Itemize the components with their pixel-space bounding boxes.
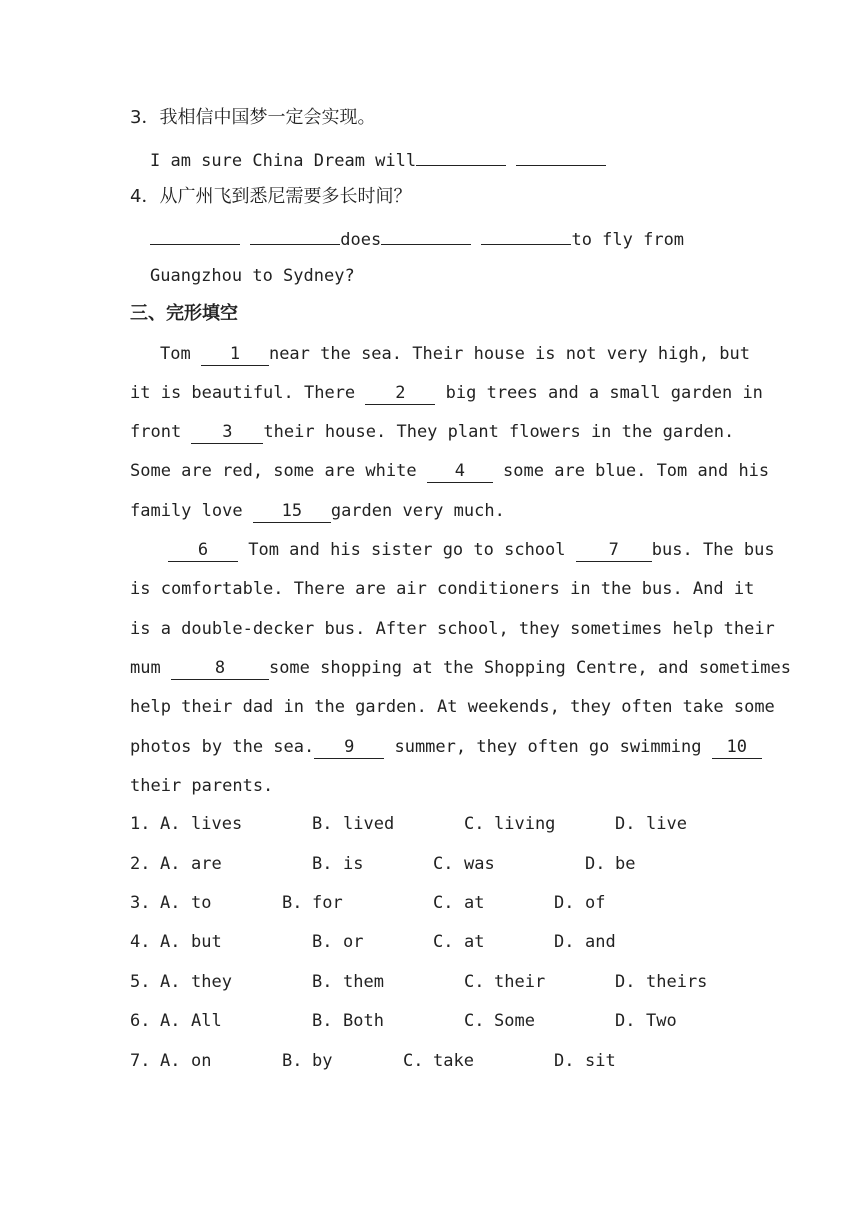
option-c-text[interactable]: at xyxy=(464,932,485,952)
q4-does: does xyxy=(340,230,382,250)
option-b-text[interactable]: by xyxy=(312,1051,333,1071)
passage-text: Some are red, some are white xyxy=(130,461,427,481)
option-b[interactable]: B. xyxy=(312,972,333,992)
blank-10[interactable]: 10 xyxy=(712,736,762,759)
option-b[interactable]: B. xyxy=(282,1051,303,1071)
question-number: 6. xyxy=(130,1011,151,1031)
passage-line xyxy=(130,500,505,523)
option-a[interactable]: A. xyxy=(160,932,181,952)
option-d-text[interactable]: Two xyxy=(646,1011,677,1031)
passage-line xyxy=(130,460,769,483)
option-b[interactable]: B. xyxy=(312,854,333,874)
passage-text: some shopping at the Shopping Centre, and sometimes xyxy=(268,658,791,678)
answer-blank[interactable] xyxy=(481,226,571,245)
passage-text: garden very much. xyxy=(330,501,505,521)
option-a-text[interactable]: to xyxy=(191,893,212,913)
option-c-text[interactable]: Some xyxy=(494,1011,535,1031)
passage-line xyxy=(130,736,762,759)
option-a[interactable]: A. xyxy=(160,893,181,913)
q3-chinese: 3．我相信中国梦一定会实现。 xyxy=(130,107,376,128)
option-b-text[interactable]: or xyxy=(343,932,364,952)
option-d[interactable]: D. xyxy=(615,972,636,992)
question-number: 3. xyxy=(130,893,151,913)
blank-9[interactable]: 9 xyxy=(314,736,384,759)
passage-text: mum xyxy=(130,658,171,678)
option-c[interactable]: C. xyxy=(433,932,454,952)
q4-chinese: 4．从广州飞到悉尼需要多长时间？ xyxy=(130,186,412,207)
section-title: 三、完形填空 xyxy=(130,303,238,324)
passage-line: is a double-decker bus. After school, they sometimes help their xyxy=(130,619,775,639)
option-c[interactable]: C. xyxy=(464,972,485,992)
blank-5[interactable]: 15 xyxy=(253,500,331,523)
blank-7[interactable]: 7 xyxy=(576,539,652,562)
option-b-text[interactable]: them xyxy=(343,972,384,992)
option-row xyxy=(130,854,730,878)
option-row xyxy=(130,1011,730,1035)
blank-1[interactable]: 1 xyxy=(201,343,269,366)
option-d[interactable]: D. xyxy=(554,932,575,952)
option-c-text[interactable]: take xyxy=(433,1051,474,1071)
passage-text: summer, they often go swimming xyxy=(384,737,712,757)
q3-english xyxy=(150,147,606,172)
option-d-text[interactable]: be xyxy=(615,854,636,874)
passage-text: near the sea. Their house is not very high, but xyxy=(268,344,750,364)
passage-line xyxy=(160,343,750,366)
q4-english-line2: Guangzhou to Sydney? xyxy=(150,266,355,286)
option-c-text[interactable]: living xyxy=(494,814,556,834)
option-c[interactable]: C. xyxy=(464,814,485,834)
option-d-text[interactable]: and xyxy=(585,932,616,952)
passage-text: photos by the sea. xyxy=(130,737,315,757)
option-d-text[interactable]: theirs xyxy=(646,972,708,992)
option-c[interactable]: C. xyxy=(433,854,454,874)
passage-text: family love xyxy=(130,501,253,521)
question-number: 7. xyxy=(130,1051,151,1071)
option-a-text[interactable]: lives xyxy=(191,814,243,834)
option-d[interactable]: D. xyxy=(554,893,575,913)
question-number: 5. xyxy=(130,972,151,992)
option-d-text[interactable]: sit xyxy=(585,1051,616,1071)
option-b[interactable]: B. xyxy=(312,814,333,834)
blank-6[interactable]: 6 xyxy=(168,539,238,562)
option-d-text[interactable]: of xyxy=(585,893,606,913)
q3-english-text: I am sure China Dream will xyxy=(150,151,417,171)
answer-blank[interactable] xyxy=(516,147,606,166)
option-b[interactable]: B. xyxy=(312,932,333,952)
option-a[interactable]: A. xyxy=(160,854,181,874)
option-row xyxy=(130,814,730,838)
passage-line: their parents. xyxy=(130,776,274,796)
passage-line: is comfortable. There are air conditioners in the bus. And it xyxy=(130,579,755,599)
option-d[interactable]: D. xyxy=(585,854,606,874)
passage-text: front xyxy=(130,422,192,442)
question-number: 1. xyxy=(130,814,151,834)
passage-text: bus. The bus xyxy=(651,540,775,560)
option-d[interactable]: D. xyxy=(615,1011,636,1031)
answer-blank[interactable] xyxy=(150,226,240,245)
answer-blank[interactable] xyxy=(250,226,340,245)
passage-text: Tom xyxy=(160,344,201,364)
option-b-text[interactable]: is xyxy=(343,854,364,874)
option-row xyxy=(130,972,730,996)
blank-3[interactable]: 3 xyxy=(191,421,263,444)
option-a[interactable]: A. xyxy=(160,1051,181,1071)
option-b[interactable]: B. xyxy=(312,1011,333,1031)
option-c-text[interactable]: at xyxy=(464,893,485,913)
option-a-text[interactable]: but xyxy=(191,932,222,952)
option-c[interactable]: C. xyxy=(433,893,454,913)
option-b[interactable]: B. xyxy=(282,893,303,913)
option-a-text[interactable]: All xyxy=(191,1011,222,1031)
passage-line xyxy=(168,539,775,562)
option-row xyxy=(130,932,730,956)
passage-line xyxy=(130,382,763,405)
option-a-text[interactable]: on xyxy=(191,1051,212,1071)
option-a[interactable]: A. xyxy=(160,814,181,834)
option-d[interactable]: D. xyxy=(615,814,636,834)
option-c[interactable]: C. xyxy=(464,1011,485,1031)
q4-tail: to fly from xyxy=(571,230,685,250)
answer-blank[interactable] xyxy=(381,226,471,245)
passage-line: help their dad in the garden. At weekends, they often take some xyxy=(130,697,775,717)
option-d-text[interactable]: live xyxy=(646,814,687,834)
blank-2[interactable]: 2 xyxy=(365,382,435,405)
passage-line xyxy=(130,657,791,680)
option-a-text[interactable]: are xyxy=(191,854,222,874)
question-number: 2. xyxy=(130,854,151,874)
question-number: 4. xyxy=(130,932,151,952)
option-a-text[interactable]: they xyxy=(191,972,232,992)
option-c-text[interactable]: their xyxy=(494,972,546,992)
passage-text: some are blue. Tom and his xyxy=(492,461,770,481)
option-a[interactable]: A. xyxy=(160,1011,181,1031)
option-d[interactable]: D. xyxy=(554,1051,575,1071)
passage-text: it is beautiful. There xyxy=(130,383,366,403)
option-c[interactable]: C. xyxy=(403,1051,424,1071)
passage-text: Tom and his sister go to school xyxy=(238,540,576,560)
passage-text: big trees and a small garden in xyxy=(435,383,763,403)
option-c-text[interactable]: was xyxy=(464,854,495,874)
q4-english xyxy=(150,226,684,251)
passage-line xyxy=(130,421,734,444)
option-row xyxy=(130,1051,730,1075)
option-b-text[interactable]: Both xyxy=(343,1011,384,1031)
blank-8[interactable]: 8 xyxy=(171,657,269,680)
option-b-text[interactable]: for xyxy=(312,893,343,913)
option-row xyxy=(130,893,730,917)
option-b-text[interactable]: lived xyxy=(343,814,395,834)
answer-blank[interactable] xyxy=(416,147,506,166)
blank-4[interactable]: 4 xyxy=(427,460,493,483)
option-a[interactable]: A. xyxy=(160,972,181,992)
passage-text: their house. They plant flowers in the garden. xyxy=(263,422,735,442)
